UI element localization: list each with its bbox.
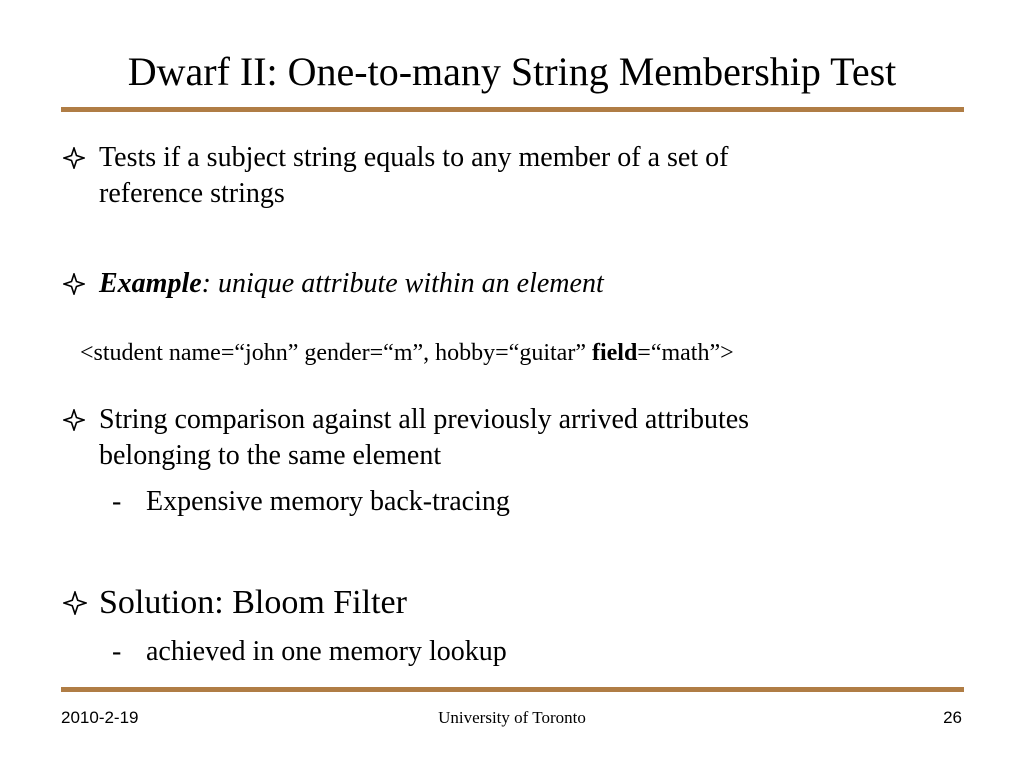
four-pointed-star-icon xyxy=(63,266,99,295)
bullet-line: String comparison against all previously arrived attributes xyxy=(99,404,750,435)
title-divider xyxy=(61,107,964,112)
footer-institution: University of Toronto xyxy=(438,708,586,727)
bullet-line: belonging to the same element xyxy=(99,440,442,471)
four-pointed-star-icon xyxy=(63,402,99,431)
bullet-text xyxy=(99,402,749,474)
sub-bullet xyxy=(112,484,510,520)
dash-marker: - xyxy=(112,486,122,517)
example-label: Example xyxy=(99,268,202,299)
bullet-item xyxy=(63,402,749,474)
sub-bullet-text: Expensive memory back-tracing xyxy=(146,486,510,517)
footer-date: 2010-2-19 xyxy=(61,708,139,727)
bullet-text: Solution: Bloom Filter xyxy=(99,584,407,621)
four-pointed-star-icon xyxy=(63,582,99,615)
code-prefix: <student name=“john” gender=“m”, hobby=“guitar” xyxy=(80,340,592,366)
page-number: 26 xyxy=(943,708,962,727)
four-pointed-star-icon xyxy=(63,140,99,169)
footer-divider xyxy=(61,687,964,692)
code-highlight: field xyxy=(591,340,638,366)
bullet-line: Tests if a subject string equals to any member of a set of xyxy=(99,142,729,173)
bullet-text xyxy=(99,266,604,302)
bullet-line: reference strings xyxy=(99,178,285,209)
example-code xyxy=(80,336,734,370)
code-suffix: =“math”> xyxy=(637,340,734,366)
bullet-item xyxy=(63,140,728,212)
slide-title: Dwarf II: One-to-many String Membership Test xyxy=(127,49,897,94)
sub-bullet xyxy=(112,634,507,670)
example-description: : unique attribute within an element xyxy=(201,268,604,299)
bullet-text xyxy=(99,140,728,212)
bullet-item xyxy=(63,266,604,302)
dash-marker: - xyxy=(112,636,122,667)
sub-bullet-text: achieved in one memory lookup xyxy=(146,636,507,667)
bullet-item xyxy=(63,582,407,624)
